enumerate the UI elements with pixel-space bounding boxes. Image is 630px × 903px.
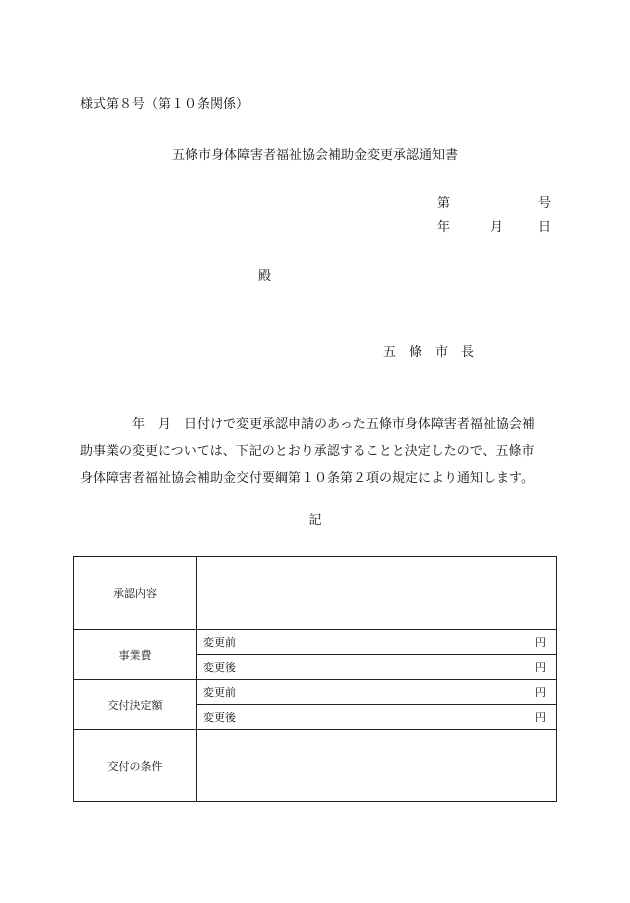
form-number: 様式第８号（第１０条関係）: [80, 97, 250, 112]
body-line: 助事業の変更については、下記のとおり承認することと決定したので、五條市: [80, 444, 535, 459]
addressee-suffix: 殿: [258, 269, 272, 284]
issuer-char: 市: [435, 345, 449, 360]
after-label: 変更後: [203, 711, 236, 724]
project-cost-after[interactable]: [197, 655, 557, 680]
issuer-char: 條: [409, 345, 423, 360]
approval-content-label: 承認内容: [74, 557, 197, 630]
approval-content-cell[interactable]: [197, 557, 557, 630]
body-line: 身体障害者福祉協会補助金交付要綱第１０条第２項の規定により通知します。: [80, 471, 534, 486]
yen-unit: 円: [535, 686, 546, 699]
before-label: 変更前: [203, 636, 236, 649]
number-suffix: 号: [538, 196, 552, 211]
notice-body: [80, 411, 535, 492]
conditions-cell[interactable]: [197, 730, 557, 802]
number-prefix: 第: [437, 196, 451, 211]
issuer: [383, 345, 474, 361]
body-line: 年 月 日付けで変更承認申請のあった五條市身体障害者福祉協会補: [80, 417, 535, 432]
ki-heading: 記: [308, 513, 322, 528]
yen-unit: 円: [535, 711, 546, 724]
project-cost-label: 事業費: [74, 630, 197, 680]
conditions-label: 交付の条件: [74, 730, 197, 802]
date-month: 月: [490, 220, 504, 235]
document-title: 五條市身体障害者福祉協会補助金変更承認通知書: [171, 148, 458, 163]
grant-amount-after[interactable]: [197, 705, 557, 730]
before-label: 変更前: [203, 686, 236, 699]
project-cost-before[interactable]: [197, 630, 557, 655]
yen-unit: 円: [535, 636, 546, 649]
grant-amount-before[interactable]: [197, 680, 557, 705]
yen-unit: 円: [535, 661, 546, 674]
after-label: 変更後: [203, 661, 236, 674]
issuer-char: 長: [461, 345, 475, 360]
date-day: 日: [538, 220, 552, 235]
grant-amount-label: 交付決定額: [74, 680, 197, 730]
date-year: 年: [437, 220, 451, 235]
approval-table: [73, 556, 557, 802]
issuer-char: 五: [383, 345, 397, 360]
